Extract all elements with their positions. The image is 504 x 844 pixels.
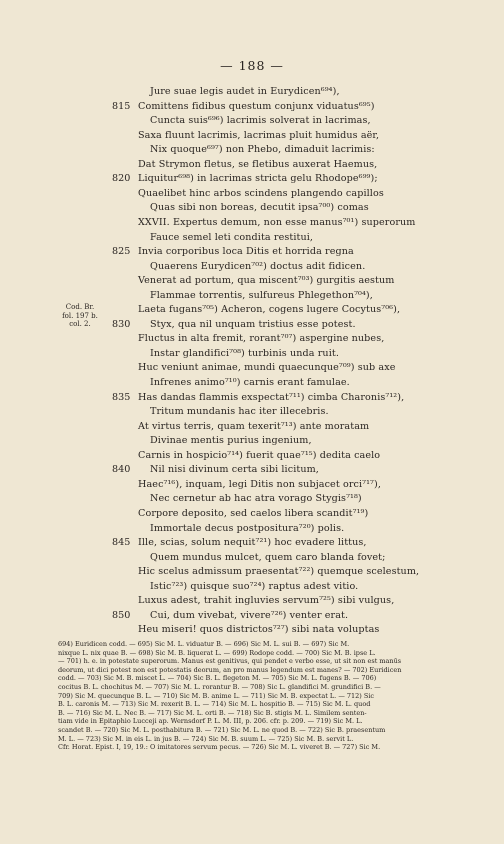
verse-line: Nil nisi divinum certa sibi licitum, xyxy=(150,464,319,476)
verse-line: Laeta fugans⁷⁰⁵) Acheron, cogens lugere Cocytus⁷⁰⁶), xyxy=(138,304,401,316)
verse-line: Ille, scias, solum nequit⁷²¹) hoc evadere littus, xyxy=(138,537,367,549)
verse-line: Quem mundus mulcet, quem caro blanda fovet; xyxy=(150,551,386,563)
verse-line: At virtus terris, quam texerit⁷¹³) ante moratam xyxy=(138,420,370,432)
verse-line: Luxus adest, trahit ingluvies servum⁷²⁵) sibi vulgus, xyxy=(138,595,395,607)
verse-line: Carnis in hospicio⁷¹⁴) fuerit quae⁷¹⁵) dedita caelo xyxy=(138,449,381,461)
footnote-line: M. L. — 723) Sic M. in eis L. in jus B. — 724) Sic M. B. suum L. — 725) Sic M. B. servit L. xyxy=(58,734,354,743)
verse-line: Divinae mentis purius ingenium, xyxy=(150,435,312,447)
codex-note-line: Cod. Br. xyxy=(65,303,95,311)
verse-line: Quas sibi non boreas, decutit ipsa⁷⁰⁰) comas xyxy=(150,202,369,214)
codex-margin-note xyxy=(58,303,102,329)
verse-line: Venerat ad portum, qua miscent⁷⁰³) gurgitis aestum xyxy=(138,275,395,287)
line-number: 820 xyxy=(112,173,131,185)
verse-line: Corpore deposito, sed caelos libera scandit⁷¹⁹) xyxy=(138,507,369,519)
verse-line: Jure suae legis audet in Eurydicen⁶⁹⁴), xyxy=(150,86,340,97)
verse-line: Huc veniunt animae, mundi quaecunque⁷⁰⁹) sub axe xyxy=(138,362,396,374)
verse-line: Saxa fluunt lacrimis, lacrimas pluit humidus aër, xyxy=(138,129,380,141)
verse-line: Instar glandifici⁷⁰⁸) turbinis unda ruit. xyxy=(150,347,339,359)
verse-line: Comittens fidibus questum conjunx viduatus⁶⁹⁵) xyxy=(138,100,375,112)
footnote-line: tiam vide in Epitaphio Lucceji ap. Wernsdorf P. L. M. III, p. 206. cfr. p. 209. — 719) Sic M. L. xyxy=(58,717,363,726)
footnote-line: nixque L. nix quae B. — 698) Sic M. B. liquerat L. — 699) Rodope codd. — 700) Sic M. B. ipse L. xyxy=(58,648,376,657)
verse-line: Fluctus in alta fremit, rorant⁷⁰⁷) aspergine nubes, xyxy=(138,333,385,345)
verse-line: Quaelibet hinc arbos scindens plangendo capillos xyxy=(138,187,384,199)
footnote-line: — 701) h. e. in potestate superorum. Manus est genitivus, qui pendet e verbo esse, ut sit non est manūs xyxy=(58,657,402,666)
footnote-line: deorum, ut dici potest non est potestatis deorum, an pro manus legendum est manes? — 702) Euridicen xyxy=(58,665,402,674)
page-number-header: — 188 — xyxy=(220,58,284,73)
verse-line: Haec⁷¹⁶), inquam, legi Ditis non subjacet orci⁷¹⁷), xyxy=(138,478,381,490)
footnote-line: codd. — 703) Sic M. B. miscet L. — 704) Sic B. L. flegeton M. — 705) Sic M. L. fugens B. — 706) xyxy=(58,674,377,683)
verse-line: Dat Strymon fletus, se fletibus auxerat Haemus, xyxy=(138,158,378,170)
line-number: 815 xyxy=(112,100,131,112)
footnote-line: cocitus B. L. chochitus M. — 707) Sic M. L. rorantur B. — 708) Sic L. glandifici M. grundifici B. — xyxy=(58,683,381,691)
line-number: 850 xyxy=(112,609,131,621)
line-number: 825 xyxy=(112,246,131,258)
verse-line: Hic scelus admissum praesentat⁷²²) quemque scelestum, xyxy=(138,566,420,578)
line-number: 845 xyxy=(112,537,131,549)
verse-line: Styx, qua nil unquam tristius esse potest. xyxy=(150,318,356,330)
line-number: 830 xyxy=(112,318,131,330)
verse-line: Heu miseri! quos districtos⁷²⁷) sibi nata voluptas xyxy=(138,624,380,636)
footnote-line: B. — 716) Sic M. L. Nec B. — 717) Sic M. L. orti B. — 718) Sic B. stigis M. L. Similem senten- xyxy=(58,708,367,717)
verse-line: Liquitur⁶⁹⁸) in lacrimas stricta gelu Rhodope⁶⁹⁹); xyxy=(138,173,378,185)
verse-line: Has dandas flammis exspectat⁷¹¹) cimba Charonis⁷¹²), xyxy=(138,391,405,403)
footnote-line: 694) Euridicen codd. — 695) Sic M. L. viduatur B. — 696) Sic M. L. sui B. — 697) Sic M. xyxy=(58,640,350,648)
verse-line: Immortale decus postpositura⁷²⁰) polis. xyxy=(150,522,345,534)
verse-line: Cui, dum vivebat, vivere⁷²⁶) venter erat. xyxy=(150,609,349,621)
footnote-line: B. L. caronis M. — 713) Sic M. rexerit B. L. — 714) Sic M. L. hospitio B. — 715) Sic M. L. quod xyxy=(58,700,371,709)
verse-line: Infrenes animo⁷¹⁰) carnis erant famulae. xyxy=(150,377,350,388)
line-number: 835 xyxy=(112,391,131,403)
verse-line: Nec cernetur ab hac atra vorago Stygis⁷¹⁸) xyxy=(150,493,362,505)
line-number: 840 xyxy=(112,464,131,476)
codex-note-line: fol. 197 b. xyxy=(62,311,98,320)
verse-line: Quaerens Eurydicen⁷⁰²) doctus adit fidicen. xyxy=(150,260,366,272)
verse-line: Nix quoque⁶⁹⁷) non Phebo, dimaduit lacrimis: xyxy=(150,144,375,156)
footnote-line: Cfr. Horat. Epist. I, 19, 19.: O imitatores servum pecus. — 726) Sic M. L. viveret B. — 727) Sic M. xyxy=(58,743,381,752)
footnote-line: 709) Sic M. quecunque B. L. — 710) Sic M. B. anime L. — 711) Sic M. B. expectat L. — 712) Sic xyxy=(58,691,375,700)
verse-line: XXVII. Expertus demum, non esse manus⁷⁰¹) superorum xyxy=(138,216,416,228)
verse-line: Tritum mundanis hac iter illecebris. xyxy=(150,406,329,418)
verse-line: Istic⁷²³) quisque suo⁷²⁴) raptus adest vitio. xyxy=(150,580,359,592)
codex-note-line: col. 2. xyxy=(69,320,91,328)
verse-line: Invia corporibus loca Ditis et horrida regna xyxy=(138,246,354,258)
verse-line: Fauce semel leti condita restitui, xyxy=(150,231,314,243)
verse-line: Cuncta suis⁶⁹⁶) lacrimis solverat in lacrimas, xyxy=(150,115,371,127)
footnote-line: scandet B. — 720) Sic M. L. posthabitura B. — 721) Sic M. L. ne quod B. — 722) Sic B. praesentum xyxy=(58,726,386,734)
verse-line: Flammae torrentis, sulfureus Phlegethon⁷⁰⁴), xyxy=(150,289,373,301)
